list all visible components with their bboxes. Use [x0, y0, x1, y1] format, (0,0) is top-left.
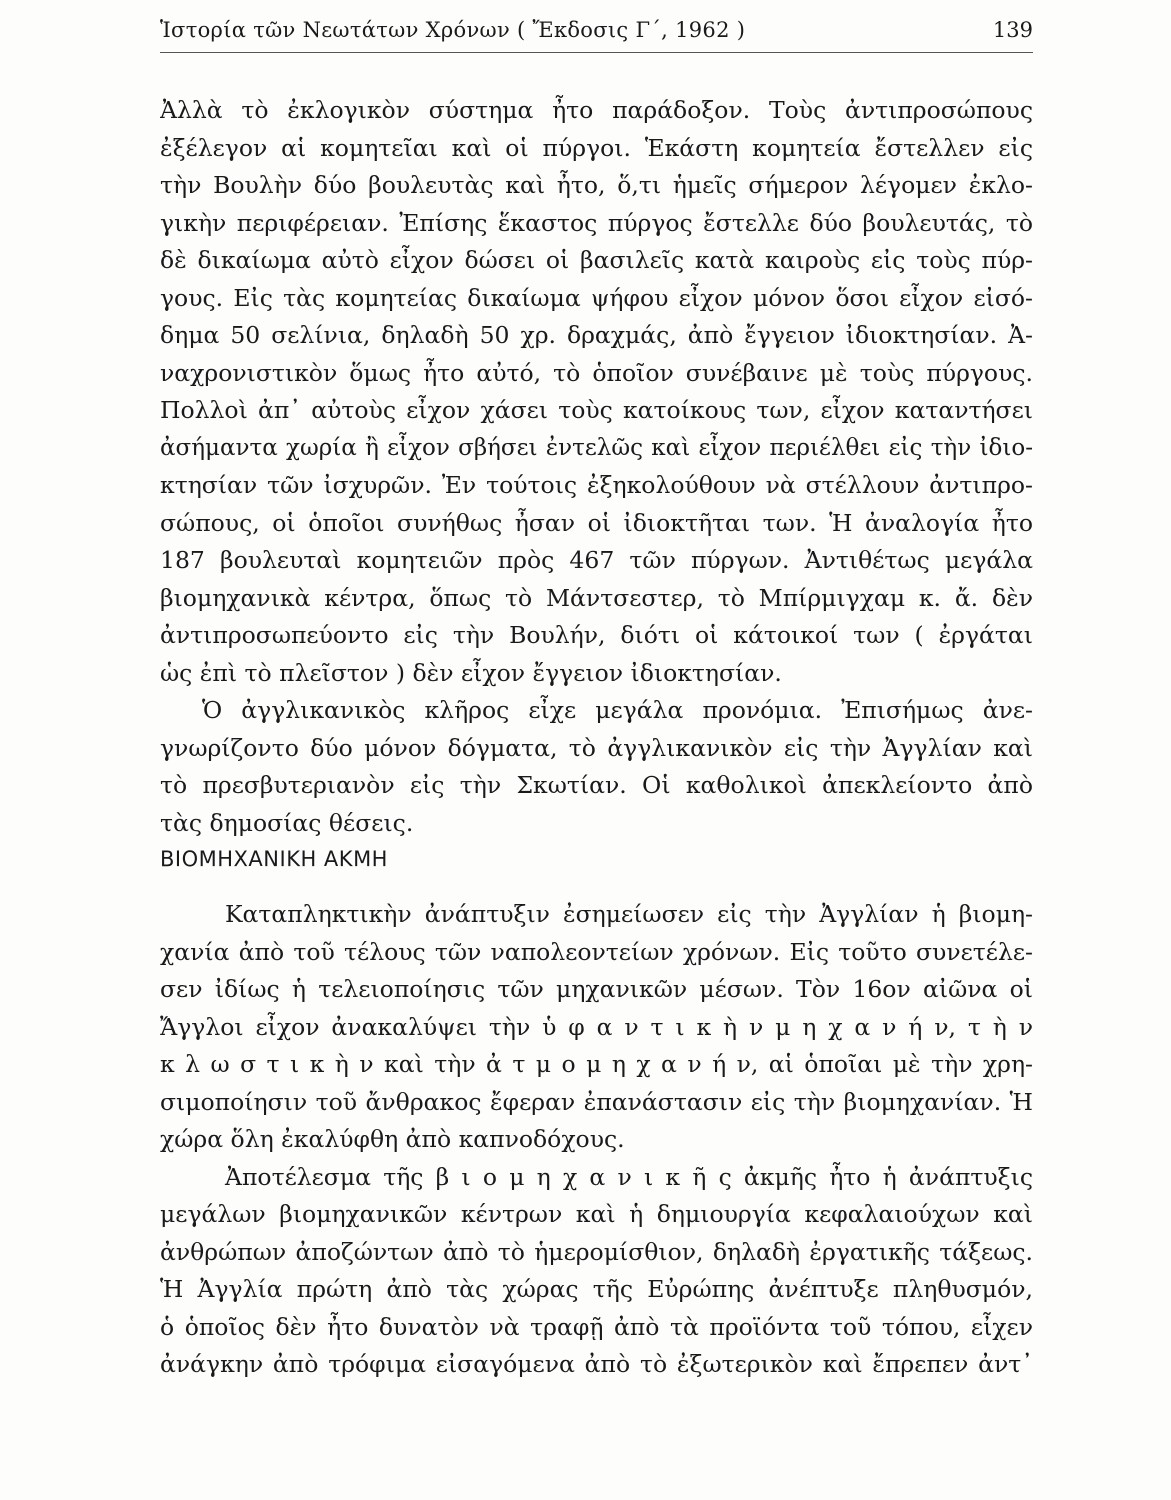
text-line: τὸ πρεσβυτεριανὸν εἰς τὴν Σκωτίαν. Οἱ καθολικοὶ ἀπεκλείοντο ἀπὸ — [160, 771, 1033, 799]
page-number: 139 — [992, 18, 1033, 42]
text-line: ὡς ἐπὶ τὸ πλεῖστον ) δὲν εἶχον ἔγγειον ἰδιοκτησίαν. — [160, 658, 782, 687]
text-line: Πολλοὶ ἀπ᾽ αὐτοὺς εἶχον χάσει τοὺς κατοίκους των, εἶχον καταντήσει — [160, 396, 1033, 424]
text-line: 187 βουλευταὶ κομητειῶν πρὸς 467 τῶν πύργων. Ἀντιθέτως μεγάλα — [160, 546, 1033, 574]
text-line: δὲ δικαίωμα αὐτὸ εἶχον δώσει οἱ βασιλεῖς κατὰ καιροὺς εἰς τοὺς πύρ- — [160, 246, 1033, 274]
body-text-lower — [160, 896, 1033, 1384]
text-line: ἀντιπροσωπεύοντο εἰς τὴν Βουλήν, διότι οἱ κάτοικοί των ( ἐργάται — [160, 621, 1033, 649]
text-line: Ἄγγλοι εἶχον ἀνακαλύψει τὴν ὑ φ α ν τ ι κ ὴ ν μ η χ α ν ή ν, τ ὴ ν — [160, 1012, 1033, 1041]
text-line: σεν ἰδίως ἡ τελειοποίησις τῶν μηχανικῶν μέσων. Τὸν 16ον αἰῶνα οἱ — [160, 975, 1033, 1003]
text-line: ἀνθρώπων ἀποζώντων ἀπὸ τὸ ἡμερομίσθιον, δηλαδὴ ἐργατικῆς τάξεως. — [160, 1237, 1033, 1266]
page-header — [160, 18, 1033, 53]
running-title: Ἱστορία τῶν Νεωτάτων Χρόνων ( Ἔκδοσις Γ΄, 1962 ) — [160, 18, 746, 42]
text-line: Ἀλλὰ τὸ ἐκλογικὸν σύστημα ἦτο παράδοξον. Τοὺς ἀντιπροσώπους — [160, 96, 1033, 124]
text-line: ναχρονιστικὸν ὅμως ἦτο αὐτό, τὸ ὁποῖον συνέβαινε μὲ τοὺς πύργους. — [160, 358, 1033, 387]
text-line: γους. Εἰς τὰς κομητείας δικαίωμα ψήφου εἶχον μόνον ὅσοι εἶχον εἰσό- — [160, 283, 1033, 312]
text-line: χώρα ὅλη ἐκαλύφθη ἀπὸ καπνοδόχους. — [160, 1125, 625, 1153]
text-line: βιομηχανικὰ κέντρα, ὅπως τὸ Μάντσεστερ, τὸ Μπίρμιγχαμ κ. ἄ. δὲν — [160, 583, 1033, 612]
text-line: γνωρίζοντο δύο μόνον δόγματα, τὸ ἀγγλικανικὸν εἰς τὴν Ἀγγλίαν καὶ — [160, 733, 1033, 762]
text-line: ὁ ὁποῖος δὲν ἦτο δυνατὸν νὰ τραφῇ ἀπὸ τὰ προϊόντα τοῦ τόπου, εἶχεν — [160, 1312, 1033, 1341]
text-line: κ λ ω σ τ ι κ ὴ ν καὶ τὴν ἀ τ μ ο μ η χ α ν ή ν, αἱ ὁποῖαι μὲ τὴν χρη- — [160, 1050, 1033, 1078]
text-line: ἀσήμαντα χωρία ἢ εἶχον σβήσει ἐντελῶς καὶ εἶχον περιέλθει εἰς τὴν ἰδιο- — [160, 434, 1033, 461]
text-line: κτησίαν τῶν ἰσχυρῶν. Ἐν τούτοις ἐξηκολούθουν νὰ στέλλουν ἀντιπρο- — [160, 471, 1033, 499]
body-text-upper — [160, 92, 1033, 842]
text-line: ἀνάγκην ἀπὸ τρόφιμα εἰσαγόμενα ἀπὸ τὸ ἐξωτερικὸν καὶ ἔπρεπεν ἀντ᾽ — [160, 1350, 1033, 1378]
text-line: Ἡ Ἀγγλία πρώτη ἀπὸ τὰς χώρας τῆς Εὐρώπης ἀνέπτυξε πληθυσμόν, — [160, 1275, 1033, 1303]
text-line: σώπους, οἱ ὁποῖοι συνήθως ἦσαν οἱ ἰδιοκτῆται των. Ἡ ἀναλογία ἦτο — [160, 508, 1033, 537]
text-line: γικὴν περιφέρειαν. Ἐπίσης ἕκαστος πύργος ἔστελλε δύο βουλευτάς, τὸ — [160, 208, 1033, 237]
text-line: Ἀποτέλεσμα τῆς β ι ο μ η χ α ν ι κ ῆ ς ἀκμῆς ἦτο ἡ ἀνάπτυξις — [225, 1162, 1033, 1191]
text-line: μεγάλων βιομηχανικῶν κέντρων καὶ ἡ δημιουργία κεφαλαιούχων καὶ — [160, 1200, 1033, 1228]
text-line: Καταπληκτικὴν ἀνάπτυξιν ἐσημείωσεν εἰς τὴν Ἀγγλίαν ἡ βιομη- — [225, 900, 1033, 928]
text-line: ἐξέλεγον αἱ κομητεῖαι καὶ οἱ πύργοι. Ἑκάστη κομητεία ἔστελλεν εἰς — [160, 133, 1033, 162]
text-line: σιμοποίησιν τοῦ ἄνθρακος ἔφεραν ἐπανάστασιν εἰς τὴν βιομηχανίαν. Ἡ — [160, 1087, 1033, 1116]
text-line: χανία ἀπὸ τοῦ τέλους τῶν ναπολεοντείων χρόνων. Εἰς τοῦτο συνετέλε- — [160, 937, 1033, 966]
text-line: Ὁ ἀγγλικανικὸς κλῆρος εἶχε μεγάλα προνόμια. Ἐπισήμως ἀνε- — [202, 696, 1033, 724]
text-line: δημα 50 σελίνια, δηλαδὴ 50 χρ. δραχμάς, ἀπὸ ἔγγειον ἰδιοκτησίαν. Ἀ- — [160, 321, 1033, 349]
section-heading: ΒΙΟΜΗΧΑΝΙΚΗ ΑΚΜΗ — [160, 847, 388, 871]
text-line: τὴν Βουλὴν δύο βουλευτὰς καὶ ἦτο, ὅ,τι ἡμεῖς σήμερον λέγομεν ἐκλο- — [160, 171, 1033, 199]
text-line: τὰς δημοσίας θέσεις. — [160, 808, 414, 837]
